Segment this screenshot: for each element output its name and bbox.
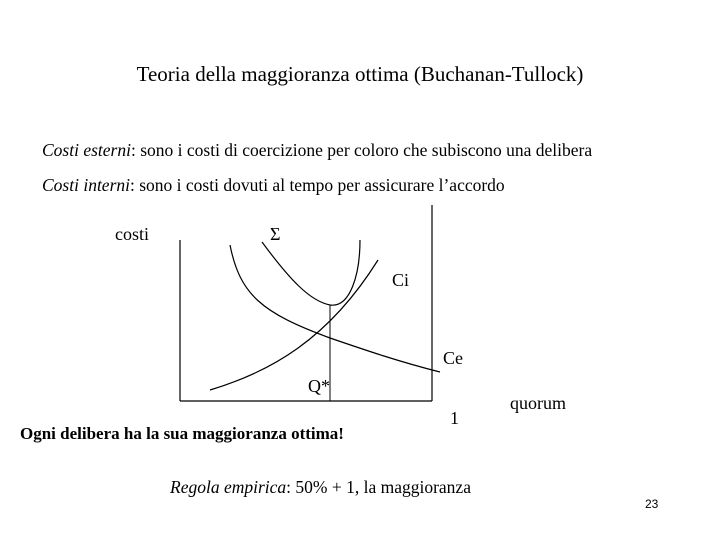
term-external-costs: Costi esterni (42, 140, 131, 160)
total-cost-curve (262, 240, 360, 305)
rule-text: : 50% + 1, la maggioranza (286, 477, 471, 497)
definition-internal-text: : sono i costi dovuti al tempo per assicurare l’accordo (130, 175, 505, 195)
slide-title: Teoria della maggioranza ottima (Buchanan-Tullock) (136, 62, 584, 86)
optimum-quorum-label: Q* (308, 376, 330, 396)
term-internal-costs: Costi interni (42, 175, 130, 195)
external-cost-curve (230, 245, 440, 372)
sum-curve-label: Σ (270, 224, 281, 244)
page-number: 23 (645, 497, 659, 511)
x-axis-label: quorum (510, 393, 566, 413)
rule-term: Regola empirica (170, 477, 287, 497)
x-axis-max-label: 1 (450, 408, 459, 428)
optimal-majority-note: Ogni delibera ha la sua maggioranza ottima! (20, 424, 344, 443)
external-curve-label: Ce (443, 348, 463, 368)
internal-cost-curve (210, 260, 378, 390)
empirical-rule (170, 477, 471, 498)
definition-external-text: : sono i costi di coercizione per coloro che subiscono una delibera (130, 140, 593, 160)
y-axis-label: costi (115, 224, 149, 244)
internal-curve-label: Ci (392, 270, 410, 290)
